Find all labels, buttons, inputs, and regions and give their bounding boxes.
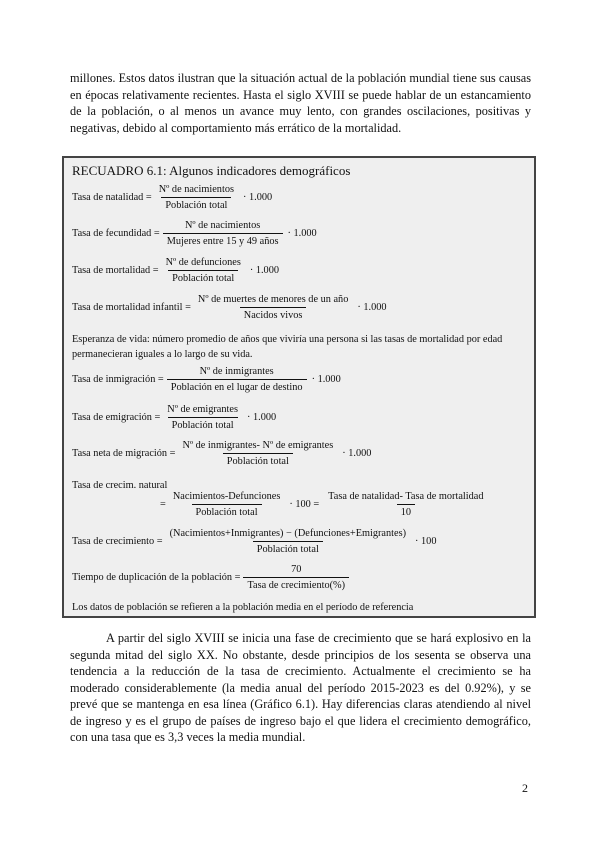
numerator: Nº de emigrantes: [167, 404, 238, 415]
numerator: Tasa de natalidad- Tasa de mortalidad: [328, 491, 484, 502]
formula-crecimiento: [72, 528, 438, 555]
numerator: Nº de nacimientos: [184, 220, 261, 231]
factor: · 1.000: [287, 228, 317, 239]
fraction: [194, 294, 352, 321]
numerator: Nº de inmigrantes- Nº de emigrantes: [182, 440, 334, 451]
formula-label: Tasa de natalidad =: [72, 192, 152, 203]
fraction: [167, 366, 307, 393]
factor: · 1.000: [249, 265, 279, 276]
denominator: Población total: [168, 417, 238, 431]
fraction: [169, 491, 285, 518]
denominator: Población en el lugar de destino: [167, 379, 307, 393]
factor: · 1.000: [246, 412, 277, 423]
factor: · 1.000: [342, 448, 372, 459]
numerator: Nº de inmigrantes: [199, 366, 274, 377]
numerator: Nº de defunciones: [165, 257, 241, 268]
denominator: Población total: [168, 270, 238, 284]
formula-label: Tasa de fecundidad =: [72, 228, 160, 239]
formula-emigracion: [72, 404, 278, 431]
fraction: [166, 528, 410, 555]
fraction: [155, 184, 238, 211]
fraction: [178, 440, 337, 467]
indicators-box: [62, 156, 536, 618]
page-number: 2: [522, 781, 528, 795]
factor: · 100: [415, 536, 437, 547]
formula-label: Tasa neta de migración =: [72, 448, 176, 459]
numerator: 70: [291, 564, 302, 575]
denominator: Nacidos vivos: [240, 307, 307, 321]
formula-mortalidad-infantil: [72, 294, 389, 321]
box-footer-note: Los datos de población se refieren a la población media en el período de referencia: [72, 602, 414, 613]
fraction: [243, 564, 349, 591]
denominator: Población total: [161, 197, 231, 211]
formula-label: Tasa de mortalidad infantil =: [72, 302, 191, 313]
factor: · 100 =: [289, 499, 320, 510]
denominator: Población total: [253, 541, 323, 555]
fraction: [324, 491, 487, 518]
denominator: Población total: [223, 453, 293, 467]
second-paragraph: A partir del siglo XVIII se inicia una fase de crecimiento que se hará explosivo en la segunda mitad del siglo XX. No obstante, desde principios de los sesenta se observa una tendencia a la reducción de la tasa de crecimiento. Actualmente el crecimiento se ha moderado considerablemente (la media anual del período 2015-2023 es del 0.92%), y se prevé que se mantenga en esa línea (Gráfico 6.1). Hay diferencias claras atendiendo al nivel de ingreso y es el grupo de países de ingreso bajo el que lidera el crecimiento demográfico, con una tasa que es 3,3 veces la media mundial.: [70, 631, 531, 744]
crecim-natural-label: Tasa de crecim. natural: [72, 480, 168, 491]
formula-label: Tasa de emigración =: [72, 412, 161, 423]
formula-crecim-natural: [160, 491, 491, 518]
fraction: [163, 404, 242, 431]
denominator: 10: [397, 504, 415, 518]
formula-duplicacion: [72, 564, 352, 591]
formula-label: Tiempo de duplicación de la población =: [72, 572, 241, 583]
esperanza-de-vida: Esperanza de vida: número promedio de años que viviría una persona si las tasas de mortalidad por edad permanecieran iguales a lo largo de su vida.: [72, 334, 503, 360]
denominator: Mujeres entre 15 y 49 años: [163, 233, 283, 247]
factor: · 1.000: [311, 374, 341, 385]
formula-label: Tasa de mortalidad =: [72, 265, 159, 276]
denominator: Población total: [192, 504, 262, 518]
formula-inmigracion: [72, 366, 343, 393]
formula-natalidad: [72, 184, 274, 211]
factor: · 1.000: [242, 192, 273, 203]
formula-label: Tasa de crecimiento =: [72, 536, 163, 547]
formula-mortalidad: [72, 257, 281, 284]
numerator: (Nacimientos+Inmigrantes) − (Defunciones+Emigrantes): [169, 528, 407, 539]
numerator: Nacimientos-Defunciones: [172, 491, 281, 502]
factor: · 1.000: [357, 302, 387, 313]
numerator: Nº de nacimientos: [158, 184, 234, 195]
fraction: [162, 257, 245, 284]
denominator: Tasa de crecimiento(%): [243, 577, 349, 591]
box-title: RECUADRO 6.1: Algunos indicadores demográficos: [72, 163, 351, 178]
intro-paragraph: millones. Estos datos ilustran que la situación actual de la población mundial tiene sus causas en épocas relativamente recientes. Hasta el siglo XVIII se puede hablar de un estancamiento de la población, o al menos un avance muy lento, con grandes oscilaciones, positivas y negativas, debido al comportamiento más errático de la mortalidad.: [70, 71, 531, 135]
equals-sign: =: [160, 499, 166, 510]
formula-fecundidad: [72, 220, 319, 247]
numerator: Nº de muertes de menores de un año: [197, 294, 349, 305]
formula-migracion-neta: [72, 440, 373, 467]
fraction: [163, 220, 283, 247]
formula-label: Tasa de inmigración =: [72, 374, 164, 385]
